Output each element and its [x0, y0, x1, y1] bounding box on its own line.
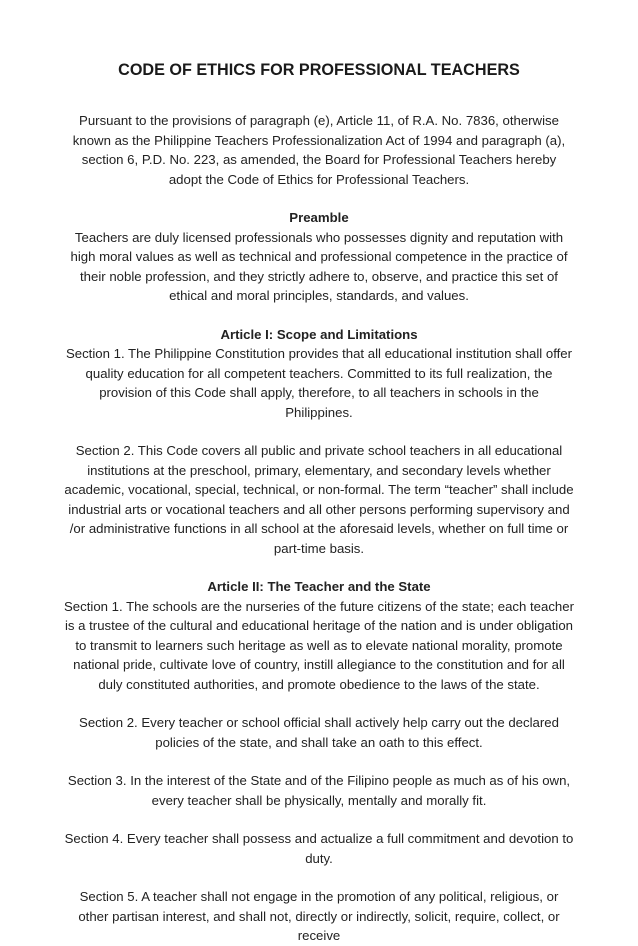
article-2-section-4: Section 4. Every teacher shall possess and actualize a full commitment and devotion to duty.	[64, 831, 574, 866]
preamble-section	[64, 208, 574, 306]
preamble-paragraph: Teachers are duly licensed professionals who possesses dignity and reputation with high moral values as well as technical and professional competence in the practice of their noble profession, and they strictly adhere to, observe, and practice this set of ethical and moral principles, standards, and values.	[70, 229, 568, 303]
document-title: CODE OF ETHICS FOR PROFESSIONAL TEACHERS	[118, 61, 520, 79]
article-1-section-1: Section 1. The Philippine Constitution provides that all educational institution shall offer quality education for all competent teachers. Committed to its full realization, the provision of this Code shall apply, therefore, to all teachers in schools in the Philippines.	[65, 346, 573, 420]
article-2-section-5: Section 5. A teacher shall not engage in the promotion of any political, religious, or other partisan interest, and shall not, directly or indirectly, solicit, require, collect, or receive	[78, 889, 560, 943]
article-2-section-2: Section 2. Every teacher or school official shall actively help carry out the declared policies of the state, and shall take an oath to this effect.	[79, 715, 559, 750]
intro-paragraph: Pursuant to the provisions of paragraph (e), Article 11, of R.A. No. 7836, otherwise known as the Philippine Teachers Professionalization Act of 1994 and paragraph (a), section 6, P.D. No. 223, as amended, the Board for Professional Teachers hereby adopt the Code of Ethics for Professional Teachers.	[72, 113, 566, 187]
article-2-section-1: Section 1. The schools are the nurseries of the future citizens of the state; each teacher is a trustee of the cultural and educational heritage of the nation and is under obligation to transmit to learners such heritage as well as to elevate national morality, promote national pride, cultivate love of country, instill allegiance to the constitution and for all duly constituted authorities, and promote obedience to the laws of the state.	[64, 598, 574, 692]
article-1-section-2: Section 2. This Code covers all public and private school teachers in all educational institutions at the preschool, primary, elementary, and secondary levels whether academic, vocational, special, technical, or non-formal. The term “teacher” shall include industrial arts or vocational teachers and all other persons performing supervisory and /or administrative functions in all school at the aforesaid levels, whether on full time or part-time basis.	[64, 443, 574, 556]
article-1-heading: Article I: Scope and Limitations	[220, 326, 418, 342]
article-2-section	[64, 577, 574, 946]
preamble-heading: Preamble	[289, 210, 349, 225]
article-1-section	[64, 325, 574, 559]
article-2-section-3: Section 3. In the interest of the State and of the Filipino people as much as of his own, every teacher shall be physically, mentally and morally fit.	[67, 773, 571, 808]
article-2-heading: Article II: The Teacher and the State	[207, 579, 431, 594]
